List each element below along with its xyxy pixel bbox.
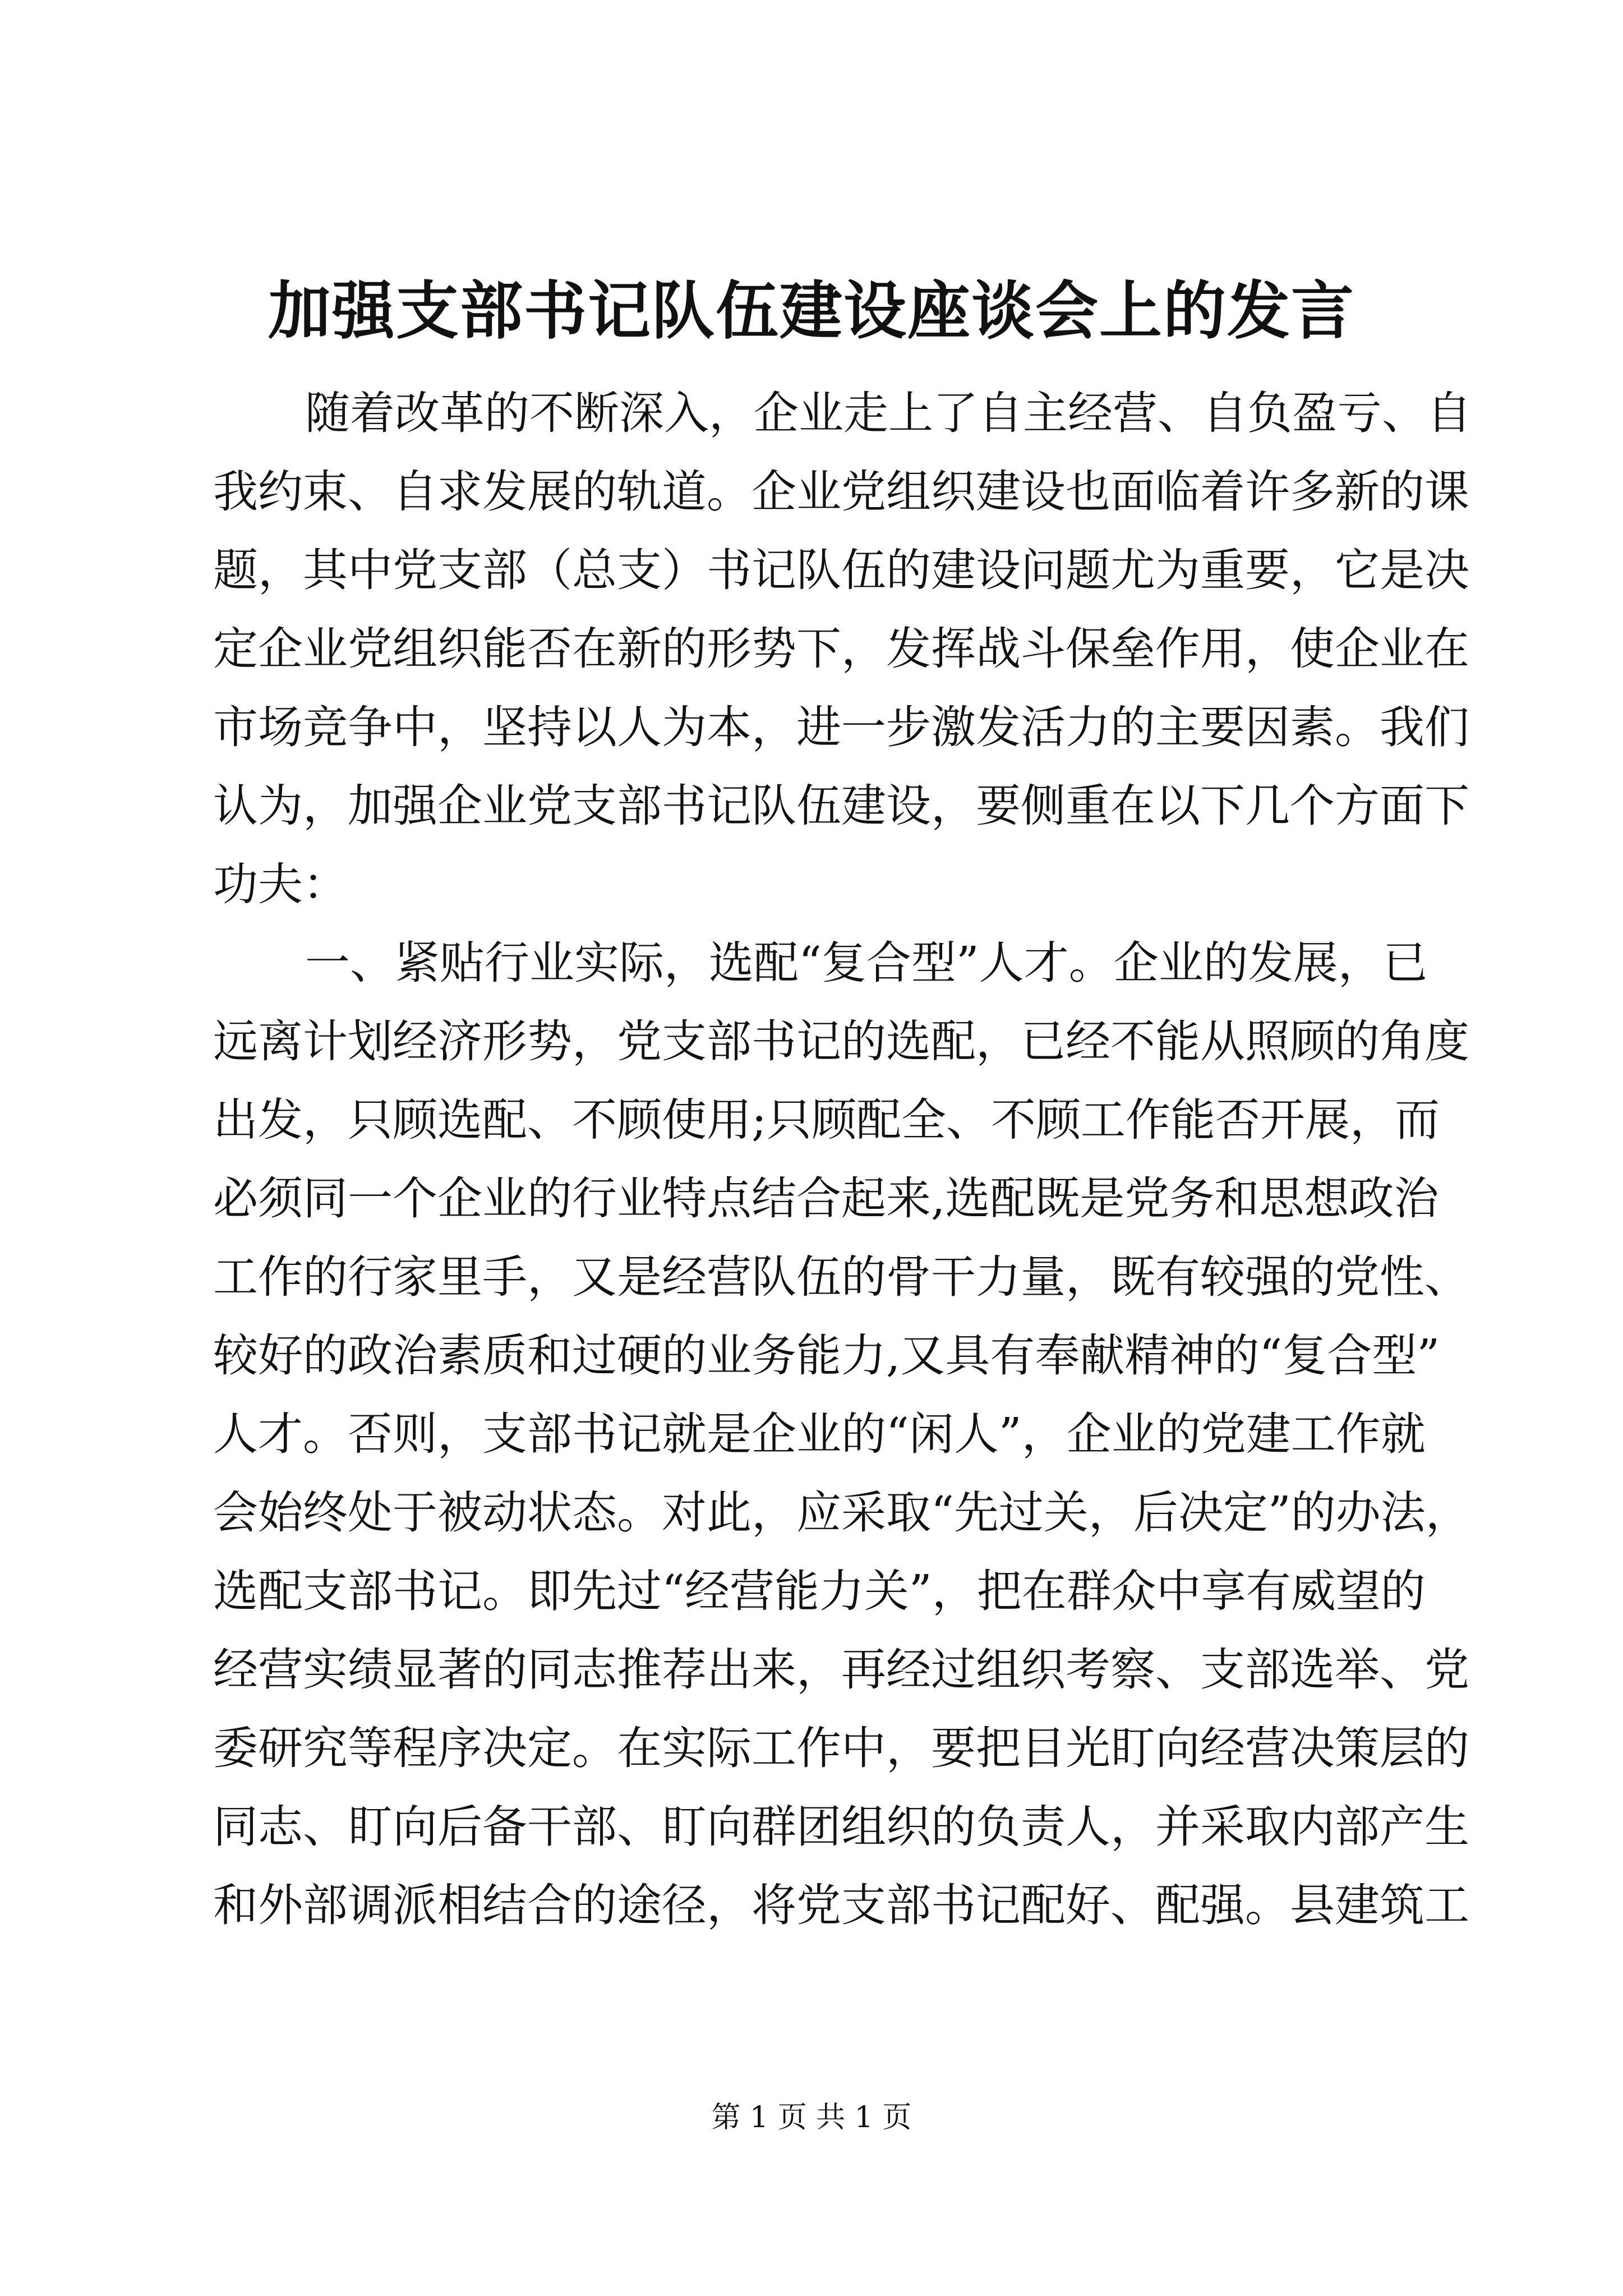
paragraph-line: 委研究等程序决定。在实际工作中，要把目光盯向经营决策层的 [213, 1722, 1469, 1774]
paragraph-line: 出发，只顾选配、不顾使用;只顾配全、不顾工作能否开展，而 [213, 1094, 1440, 1146]
paragraph-line: 认为，加强企业党支部书记队伍建设，要侧重在以下几个方面下 [213, 780, 1469, 832]
paragraph-line: 较好的政治素质和过硬的业务能力,又具有奉献精神的“复合型” [213, 1329, 1440, 1382]
document-title: 加强支部书记队伍建设座谈会上的发言 [268, 274, 1355, 348]
paragraph-line: 会始终处于被动状态。对此，应采取“先过关，后决定”的办法， [213, 1487, 1470, 1539]
paragraph-line: 必须同一个企业的行业特点结合起来,选配既是党务和思想政治 [213, 1172, 1439, 1225]
paragraph-line: 和外部调派相结合的途径，将党支部书记配好、配强。县建筑工 [213, 1879, 1469, 1931]
paragraph-line: 经营实绩显著的同志推荐出来，再经过组织考察、支部选举、党 [213, 1644, 1469, 1696]
paragraph-line: 人才。否则，支部书记就是企业的“闲人”，企业的党建工作就 [213, 1408, 1426, 1460]
page-footer: 第 1 页 共 1 页 [711, 2101, 912, 2134]
paragraph-line: 随着改革的不断深入，企业走上了自主经营、自负盈亏、自 [305, 387, 1472, 439]
paragraph-line: 远离计划经济形势，党支部书记的选配，已经不能从照顾的角度 [213, 1015, 1469, 1068]
paragraph-line: 工作的行家里手，又是经营队伍的骨干力量，既有较强的党性、 [213, 1251, 1469, 1303]
paragraph-line: 市场竞争中，坚持以人为本，进一步激发活力的主要因素。我们 [213, 701, 1469, 753]
paragraph-line: 功夫： [213, 858, 348, 910]
paragraph-line: 我约束、自求发展的轨道。企业党组织建设也面临着许多新的课 [213, 466, 1469, 518]
paragraph-line: 选配支部书记。即先过“经营能力关”，把在群众中享有威望的 [213, 1565, 1426, 1617]
paragraph-line: 同志、盯向后备干部、盯向群团组织的负责人，并采取内部产生 [213, 1801, 1469, 1853]
paragraph-line: 题，其中党支部（总支）书记队伍的建设问题尤为重要，它是决 [213, 544, 1469, 596]
paragraph-line: 一、紧贴行业实际，选配“复合型”人才。企业的发展，已 [305, 937, 1428, 989]
paragraph-line: 定企业党组织能否在新的形势下，发挥战斗保垒作用，使企业在 [213, 623, 1469, 675]
